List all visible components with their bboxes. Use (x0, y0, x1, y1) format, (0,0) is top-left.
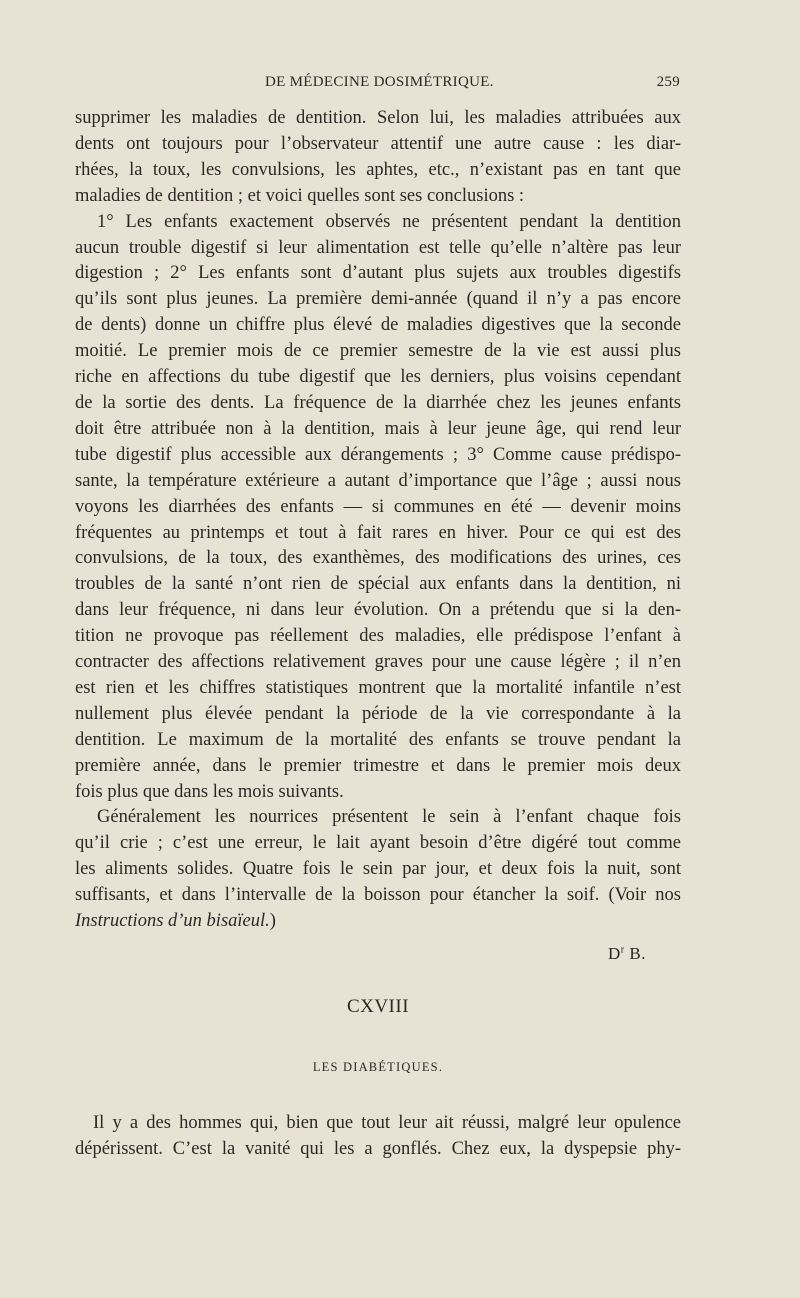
text-line: première année, dans le premier trimestre et dans le premier mois deux (75, 755, 681, 776)
text-line: troubles de la santé n’ont rien de spécial aux enfants dans la dentition, ni (75, 574, 681, 595)
text-line: qu’ils sont plus jeunes. La première demi-année (quand il n’y a pas encore (75, 289, 681, 310)
signature-initial: B. (624, 944, 646, 963)
text-line: Il y a des hommes qui, bien que tout leur ait réussi, malgré leur opulence (93, 1113, 681, 1133)
text-line: aucun trouble digestif si leur alimentation est telle qu’elle n’altère pas leur (75, 237, 681, 258)
text-line: convulsions, de la toux, des exanthèmes, des modifications des urines, ces (75, 548, 681, 569)
text-line: dépérissent. C’est la vanité qui les a gonflés. Chez eux, la dyspepsie phy- (75, 1139, 681, 1159)
text-line: Généralement les nourrices présentent le sein à l’enfant chaque fois (97, 807, 681, 828)
text-line: est rien et les chiffres statistiques montrent que la mortalité infantile n’est (75, 677, 681, 698)
signature-main: D (608, 944, 621, 963)
text-line: voyons les diarrhées des enfants — si communes en été — devenir moins (75, 496, 681, 517)
closing-paren: ) (269, 911, 276, 932)
signature (608, 944, 646, 964)
text-line: tition ne provoque pas réellement des maladies, elle prédispose l’enfant à (75, 626, 681, 647)
body-text (75, 106, 681, 935)
text-line: 1° Les enfants exactement observés ne présentent pendant la dentition (97, 211, 681, 232)
text-line: maladies de dentition ; et voici quelles sont ses conclusions : (75, 185, 525, 206)
section-title: LES DIABÉTIQUES. (312, 1060, 444, 1074)
running-head-title: DE MÉDECINE DOSIMÉTRIQUE. (265, 74, 494, 90)
text-line: tube digestif plus accessible aux dérangements ; 3° Comme cause prédispo- (75, 444, 681, 465)
text-line: fréquentes au printemps et tout à fait rares en hiver. Pour ce qui est des (75, 522, 681, 543)
text-line: qu’il crie ; c’est une erreur, le lait ayant besoin d’être digéré tout comme (75, 833, 681, 854)
text-line: moitié. Le premier mois de ce premier semestre de la vie est aussi plus (75, 341, 681, 362)
text-line: nullement plus élevée pendant la période de la vie correspondante à la (75, 703, 681, 724)
text-line: sante, la température extérieure a autant d’importance que l’âge ; aussi nous (75, 470, 681, 491)
text-line: les aliments solides. Quatre fois le sein par jour, et deux fois la nuit, sont (75, 859, 681, 880)
page-number: 259 (656, 74, 680, 90)
text-line: supprimer les maladies de dentition. Selon lui, les maladies attribuées aux (75, 108, 681, 128)
text-line: dentition. Le maximum de la mortalité des enfants se trouve pendant la (75, 729, 681, 750)
text-line: fois plus que dans les mois suivants. (75, 781, 344, 802)
section-body (75, 1110, 681, 1162)
text-line: dents ont toujours pour l’observateur attentif une autre cause : les diar- (75, 133, 681, 154)
text-line: de la sortie des dents. La fréquence de la diarrhée chez les jeunes enfants (75, 392, 681, 413)
text-line-italic-ref (75, 909, 681, 935)
text-line: digestion ; 2° Les enfants sont d’autant plus sujets aux troubles digestifs (75, 263, 681, 284)
text-line: suffisants, et dans l’intervalle de la boisson pour étancher la soif. (Voir nos (75, 885, 681, 906)
text-line: dans leur fréquence, ni dans leur évolution. On a prétendu que si la den- (75, 600, 681, 621)
text-line: rhées, la toux, les convulsions, les aphtes, etc., n’existant pas en tant que (75, 159, 681, 180)
section-number: CXVIII (346, 996, 410, 1017)
book-reference: Instructions d’un bisaïeul. (75, 911, 270, 932)
text-line: doit être attribuée non à la dentition, mais à leur jeune âge, qui rend leur (75, 418, 681, 439)
text-line: riche en affections du tube digestif que les derniers, plus voisins cependant (75, 367, 681, 388)
signature-superscript: r (620, 944, 625, 956)
text-line: de dents) donne un chiffre plus élevé de maladies digestives que la seconde (75, 315, 681, 336)
text-line: contracter des affections relativement graves pour une cause légère ; il n’en (75, 652, 681, 673)
